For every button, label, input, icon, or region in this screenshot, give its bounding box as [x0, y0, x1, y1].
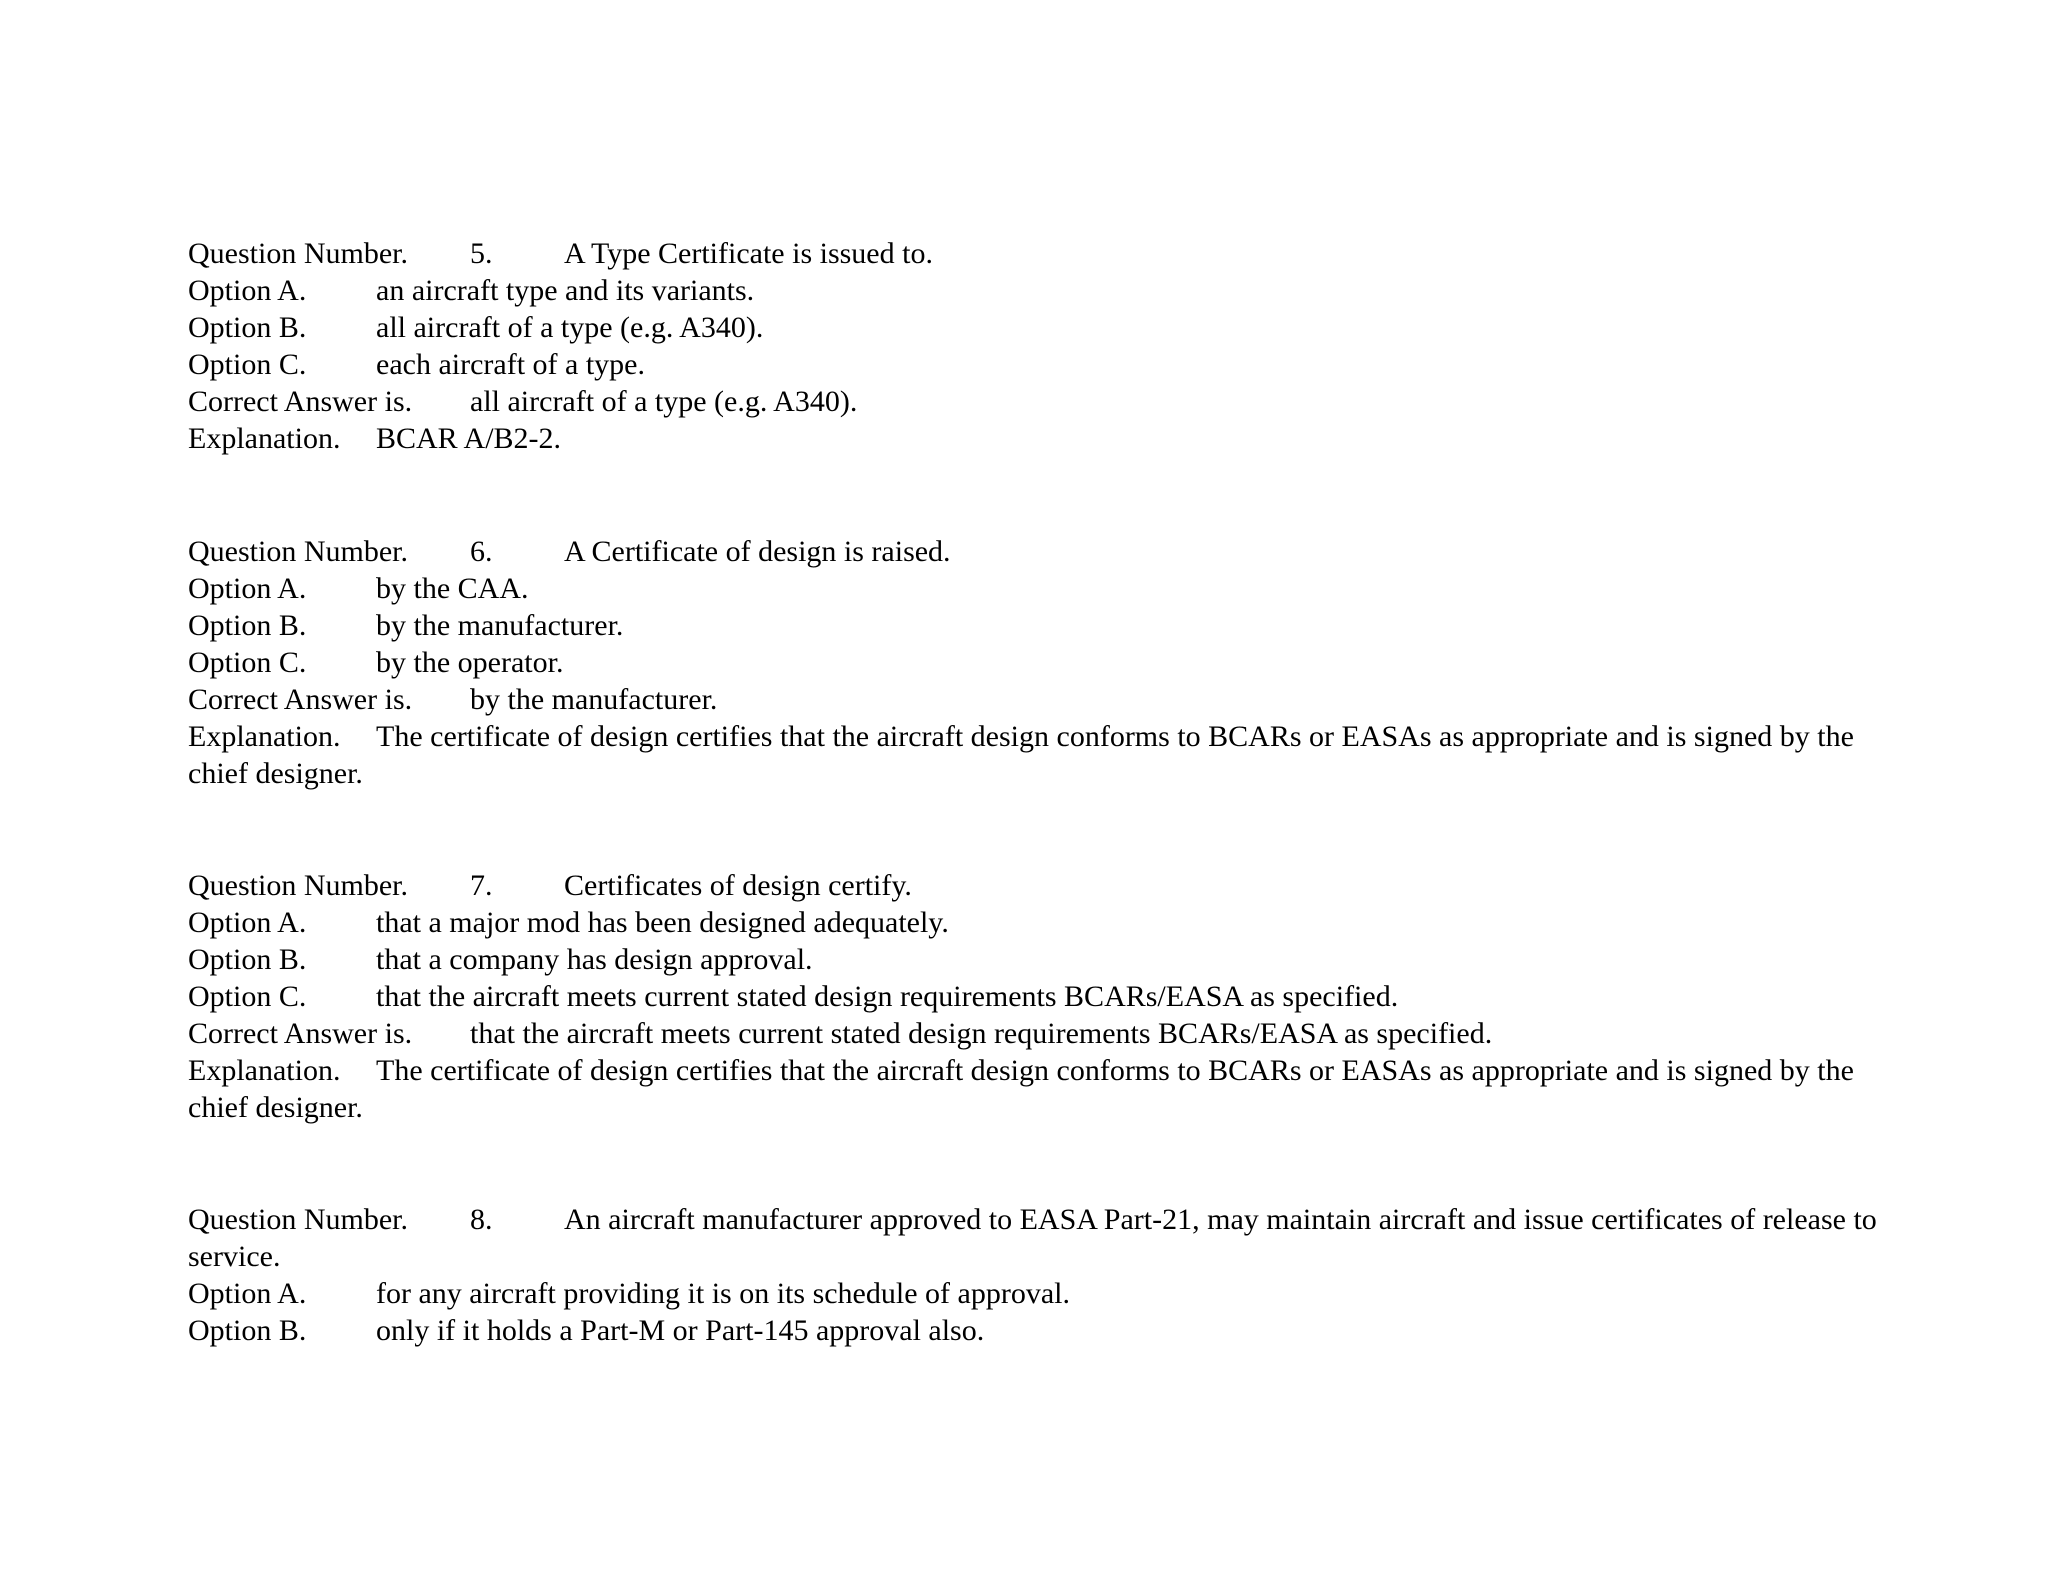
option-a-text: for any aircraft providing it is on its schedule of approval. [376, 1277, 1070, 1310]
explanation-line [188, 420, 1888, 457]
option-b-text: by the manufacturer. [376, 609, 624, 642]
question-block-6 [188, 533, 1888, 792]
question-text: Certificates of design certify. [564, 869, 912, 902]
question-number: 5. [470, 237, 493, 270]
question-line [188, 867, 1888, 904]
option-b-line [188, 941, 1888, 978]
correct-answer-text: by the manufacturer. [470, 683, 718, 716]
option-c-label: Option C. [188, 646, 307, 679]
correct-answer-text: that the aircraft meets current stated design requirements BCARs/EASA as specified. [470, 1017, 1493, 1050]
question-line [188, 1201, 1888, 1275]
option-c-line [188, 346, 1888, 383]
question-number-label: Question Number. [188, 869, 408, 902]
correct-answer-label: Correct Answer is. [188, 385, 413, 418]
option-a-line [188, 570, 1888, 607]
explanation-label: Explanation. [188, 422, 341, 455]
explanation-text: The certificate of design certifies that the aircraft design conforms to BCARs or EASAs as appropriate and is signed by the chief designer. [188, 1054, 1854, 1124]
option-b-text: only if it holds a Part-M or Part-145 approval also. [376, 1314, 985, 1347]
question-text: A Type Certificate is issued to. [564, 237, 933, 270]
option-b-label: Option B. [188, 1314, 307, 1347]
option-c-text: each aircraft of a type. [376, 348, 645, 381]
question-text: An aircraft manufacturer approved to EASA Part-21, may maintain aircraft and issue certificates of release to service. [188, 1203, 1877, 1273]
question-number-label: Question Number. [188, 535, 408, 568]
explanation-line [188, 1052, 1888, 1126]
option-b-line [188, 309, 1888, 346]
option-a-text: an aircraft type and its variants. [376, 274, 755, 307]
option-b-line [188, 1312, 1888, 1349]
correct-answer-line [188, 383, 1888, 420]
question-block-8 [188, 1201, 1888, 1349]
option-c-text: by the operator. [376, 646, 564, 679]
option-a-line [188, 1275, 1888, 1312]
explanation-label: Explanation. [188, 1054, 341, 1087]
explanation-text: The certificate of design certifies that the aircraft design conforms to BCARs or EASAs as appropriate and is signed by the chief designer. [188, 720, 1854, 790]
option-b-label: Option B. [188, 943, 307, 976]
question-text: A Certificate of design is raised. [564, 535, 951, 568]
option-a-line [188, 272, 1888, 309]
question-number: 7. [470, 869, 493, 902]
correct-answer-label: Correct Answer is. [188, 1017, 413, 1050]
option-b-text: that a company has design approval. [376, 943, 813, 976]
option-c-label: Option C. [188, 348, 307, 381]
question-number: 8. [470, 1203, 493, 1236]
question-line [188, 533, 1888, 570]
option-a-label: Option A. [188, 906, 307, 939]
option-a-text: by the CAA. [376, 572, 529, 605]
question-number-label: Question Number. [188, 237, 408, 270]
explanation-line [188, 718, 1888, 792]
option-c-text: that the aircraft meets current stated design requirements BCARs/EASA as specified. [376, 980, 1399, 1013]
option-a-label: Option A. [188, 274, 307, 307]
explanation-label: Explanation. [188, 720, 341, 753]
correct-answer-label: Correct Answer is. [188, 683, 413, 716]
option-a-text: that a major mod has been designed adequately. [376, 906, 949, 939]
correct-answer-line [188, 1015, 1888, 1052]
question-number-label: Question Number. [188, 1203, 408, 1236]
option-b-line [188, 607, 1888, 644]
option-b-text: all aircraft of a type (e.g. A340). [376, 311, 764, 344]
question-number: 6. [470, 535, 493, 568]
correct-answer-line [188, 681, 1888, 718]
option-a-label: Option A. [188, 1277, 307, 1310]
option-b-label: Option B. [188, 311, 307, 344]
question-block-5 [188, 235, 1888, 457]
explanation-text: BCAR A/B2-2. [376, 422, 562, 455]
option-c-label: Option C. [188, 980, 307, 1013]
correct-answer-text: all aircraft of a type (e.g. A340). [470, 385, 858, 418]
option-b-label: Option B. [188, 609, 307, 642]
option-a-line [188, 904, 1888, 941]
question-line [188, 235, 1888, 272]
question-block-7 [188, 867, 1888, 1126]
option-a-label: Option A. [188, 572, 307, 605]
option-c-line [188, 644, 1888, 681]
option-c-line [188, 978, 1888, 1015]
